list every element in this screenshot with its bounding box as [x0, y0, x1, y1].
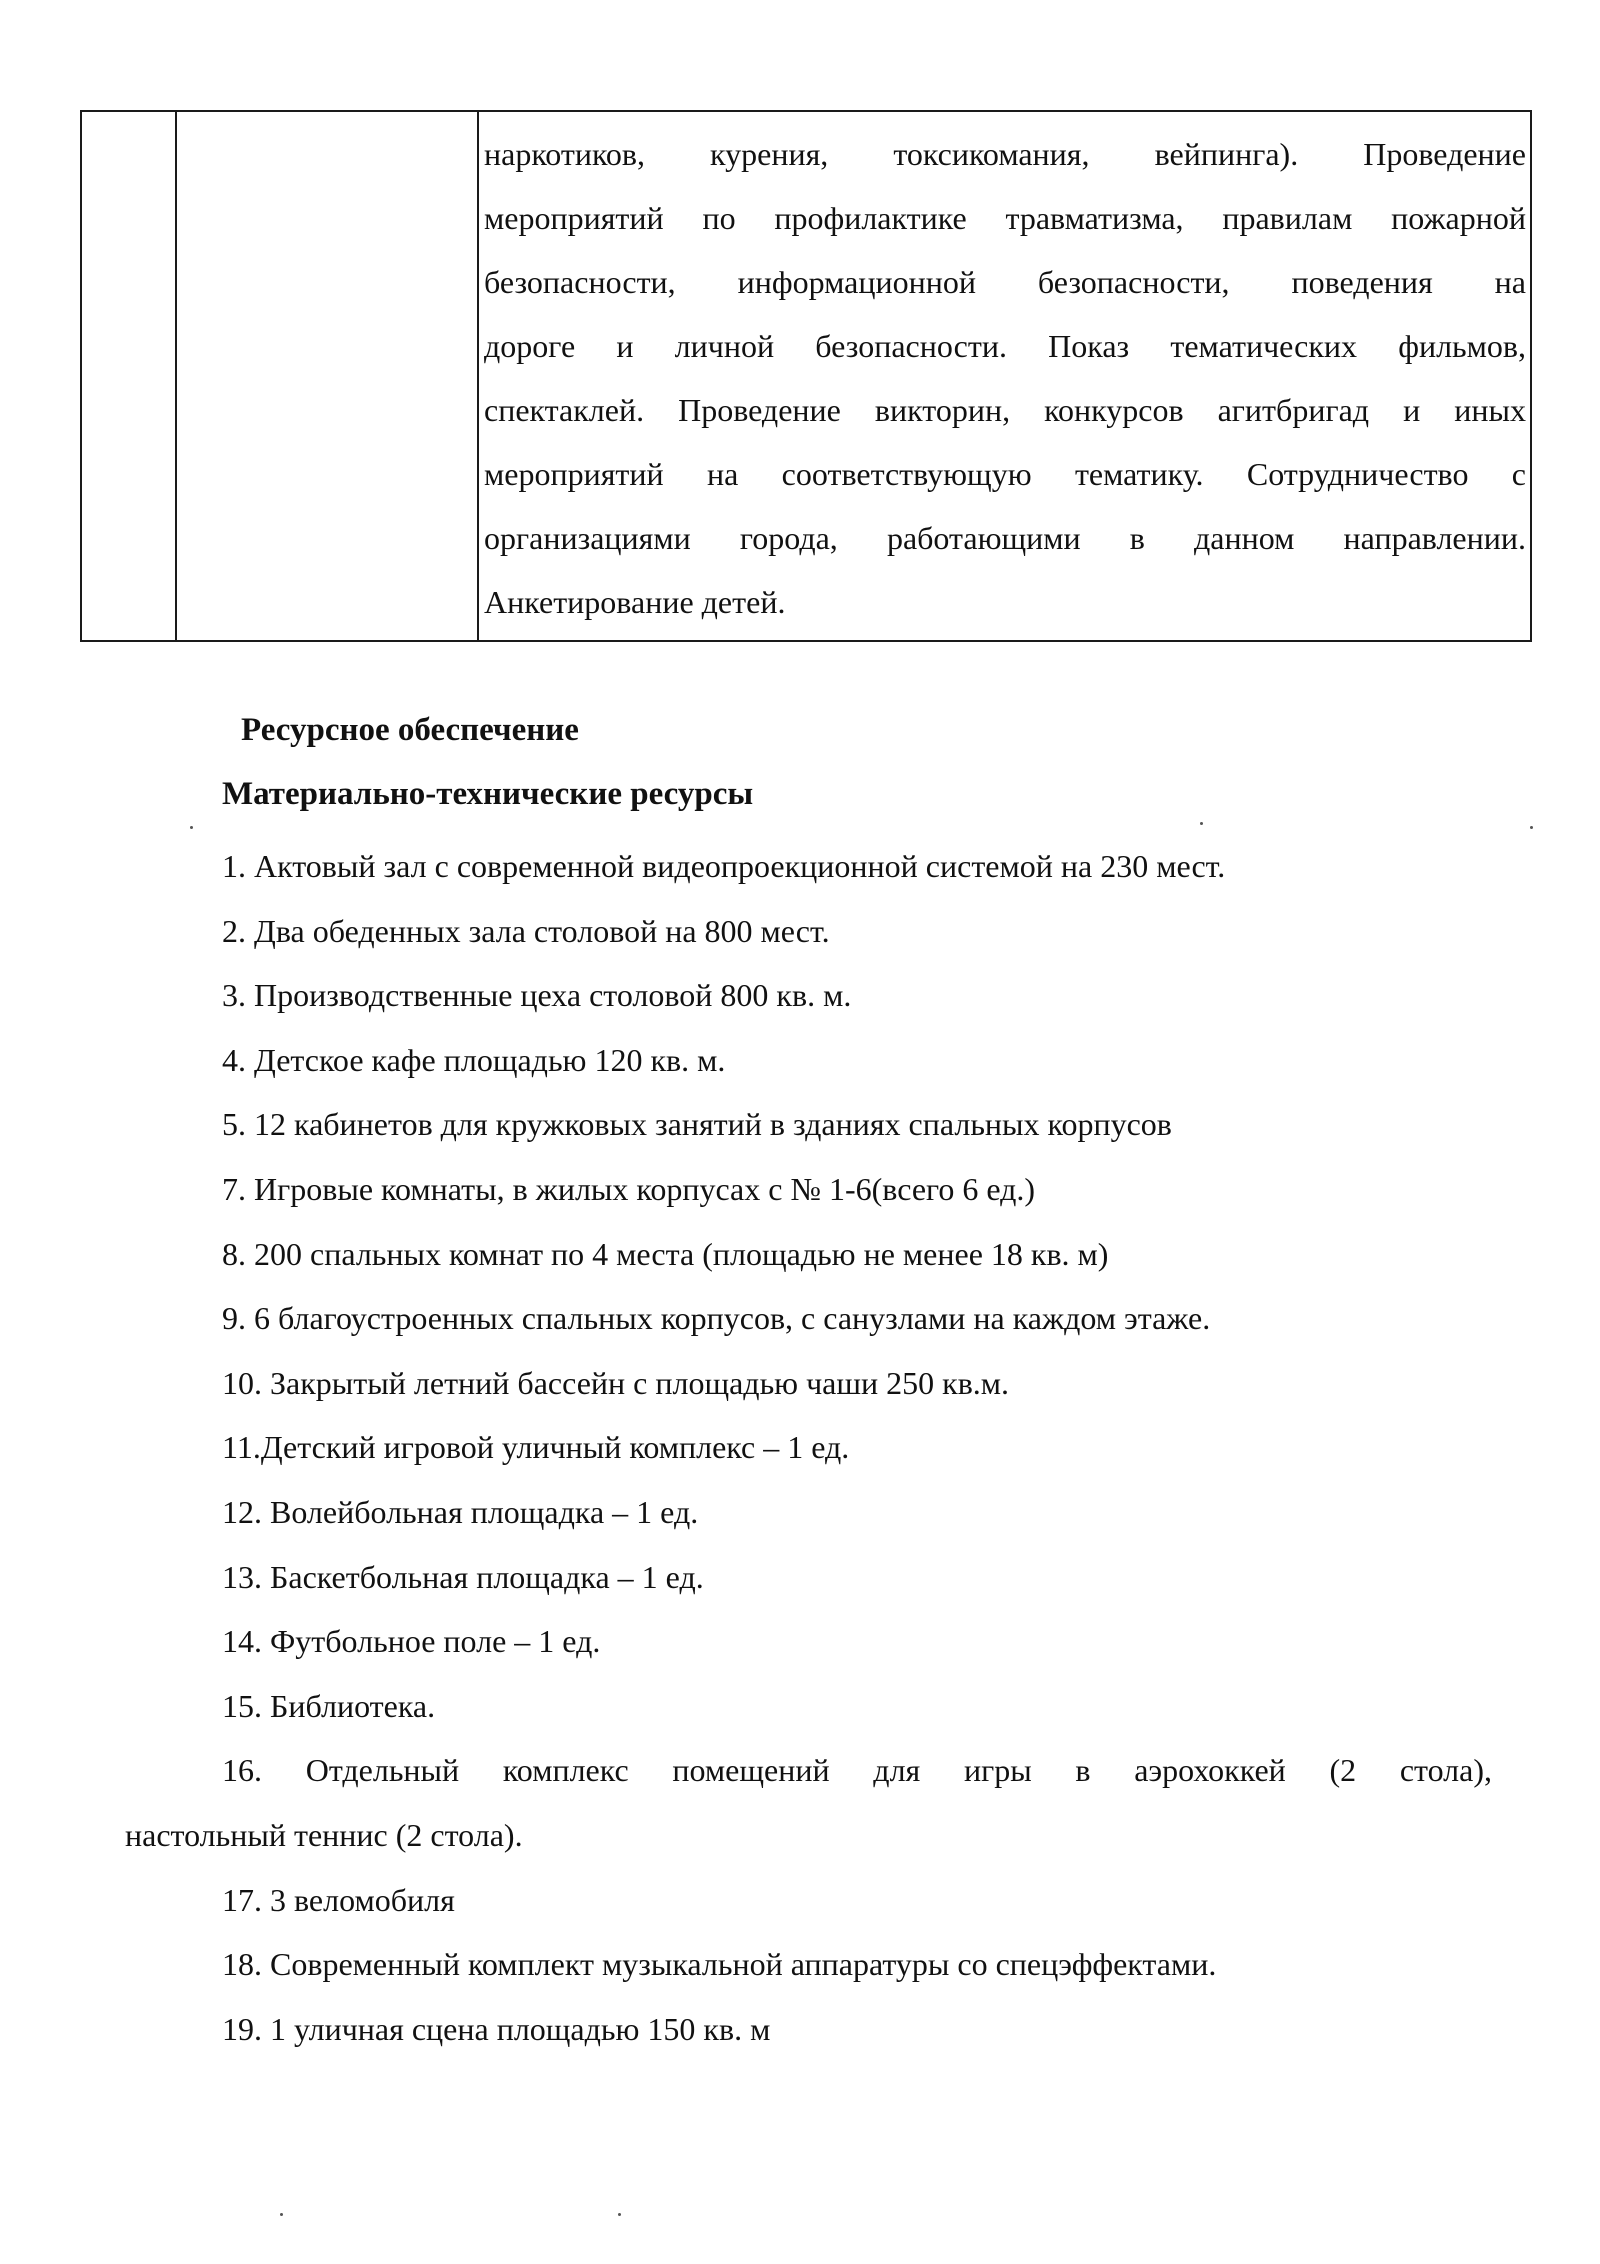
list-item: 15. Библиотека.	[222, 1687, 436, 1724]
cell-line: организациями города, работающими в данном направлении.	[484, 520, 1526, 556]
scan-speck	[280, 2213, 283, 2216]
table-cell-content	[478, 111, 1531, 641]
table-cell-direction	[176, 111, 478, 641]
list-item: 12. Волейбольная площадка – 1 ед.	[222, 1493, 699, 1530]
list-item: 18. Современный комплект музыкальной аппаратуры со спецэффектами.	[222, 1946, 1217, 1983]
list-item: 2. Два обеденных зала столовой на 800 мест.	[222, 912, 830, 949]
list-item: 14. Футбольное поле – 1 ед.	[222, 1623, 601, 1660]
list-item-line: 16. Отдельный комплекс помещений для игры в аэрохоккей (2 стола),	[222, 1752, 1492, 1789]
list-item: 5. 12 кабинетов для кружковых занятий в зданиях спальных корпусов	[222, 1106, 1172, 1143]
table-cell-number	[81, 111, 176, 641]
cell-line: наркотиков, курения, токсикомания, вейпинга). Проведение	[484, 136, 1526, 172]
list-item: 13. Баскетбольная площадка – 1 ед.	[222, 1558, 704, 1595]
scan-speck	[1530, 826, 1533, 829]
list-item: 19. 1 уличная сцена площадью 150 кв. м	[222, 2010, 771, 2047]
scan-speck	[1200, 822, 1203, 825]
list-item: 9. 6 благоустроенных спальных корпусов, с санузлами на каждом этаже.	[222, 1300, 1211, 1337]
scan-speck	[190, 826, 193, 829]
resource-list	[125, 834, 1522, 2061]
cell-line: дороге и личной безопасности. Показ тематических фильмов,	[484, 328, 1526, 364]
list-item: 4. Детское кафе площадью 120 кв. м.	[222, 1041, 726, 1078]
scan-speck	[618, 2213, 621, 2216]
list-item: 1. Актовый зал с современной видеопроекционной системой на 230 мест.	[222, 848, 1226, 884]
list-item: 7. Игровые комнаты, в жилых корпусах с № 1-6(всего 6 ед.)	[222, 1170, 1036, 1207]
subsection-heading-material: Материально-технические ресурсы	[222, 776, 754, 812]
list-item-line: настольный теннис (2 стола).	[125, 1816, 523, 1853]
list-item	[125, 1738, 1522, 1867]
list-item: 8. 200 спальных комнат по 4 места (площадью не менее 18 кв. м)	[222, 1235, 1109, 1272]
cell-line: спектаклей. Проведение викторин, конкурсов агитбригад и иных	[484, 392, 1526, 428]
continuation-table	[80, 110, 1532, 642]
cell-line: мероприятий по профилактике травматизма, правилам пожарной	[484, 200, 1526, 236]
table-row	[81, 111, 1531, 641]
cell-line: мероприятий на соответствующую тематику. Сотрудничество с	[484, 456, 1526, 492]
list-item: 11.Детский игровой уличный комплекс – 1 ед.	[222, 1429, 850, 1466]
cell-paragraph	[479, 112, 1530, 634]
cell-line: безопасности, информационной безопасности, поведения на	[484, 264, 1526, 300]
section-heading-resources: Ресурсное обеспечение	[241, 712, 579, 748]
cell-line: Анкетирование детей.	[484, 584, 786, 620]
list-item: 3. Производственные цеха столовой 800 кв. м.	[222, 977, 852, 1014]
list-item: 17. 3 веломобиля	[222, 1881, 455, 1918]
list-item: 10. Закрытый летний бассейн с площадью чаши 250 кв.м.	[222, 1364, 1010, 1401]
